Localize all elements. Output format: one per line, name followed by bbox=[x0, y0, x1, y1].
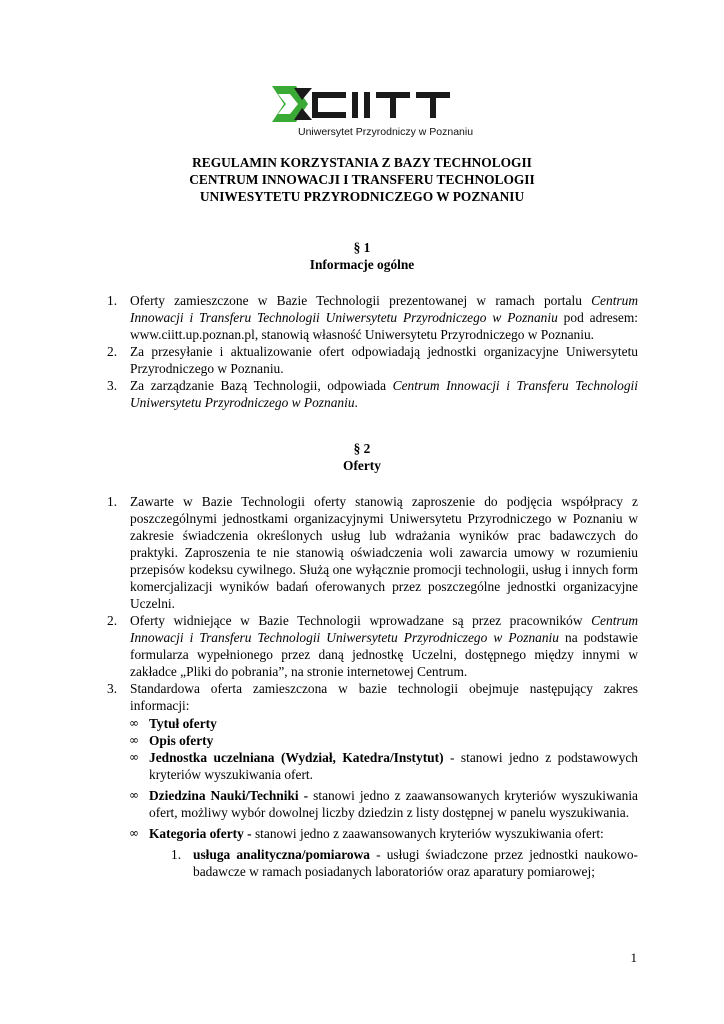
bullet-item bbox=[129, 825, 638, 842]
list-item bbox=[107, 612, 638, 680]
item-number: 1. bbox=[107, 293, 118, 308]
sub-list-item bbox=[171, 846, 638, 880]
sub-item-text: - usługi świadczone przez jednostki naukowo-badawcze w ramach posiadanych laboratoriów oraz aparatury pomiarowej; bbox=[193, 847, 638, 879]
infinity-bullet-icon: ∞ bbox=[129, 733, 139, 747]
item-text: Za przesyłanie i aktualizowanie ofert odpowiadają jednostki organizacyjne Uniwersytetu Przyrodniczego w Poznaniu. bbox=[130, 344, 638, 376]
item-number: 3. bbox=[107, 681, 118, 696]
section-heading: Informacje ogólne bbox=[309, 256, 415, 272]
item-number: 2. bbox=[107, 344, 118, 359]
section-1-header bbox=[0, 240, 724, 273]
section-2-list bbox=[107, 493, 638, 880]
list-item bbox=[107, 377, 638, 411]
title-line: CENTRUM INNOWACJI I TRANSFERU TECHNOLOGII bbox=[189, 172, 535, 187]
bullet-bold-text: Kategoria oferty - bbox=[149, 826, 252, 841]
bullet-item bbox=[129, 715, 638, 732]
bullet-bold-text: Dziedzina Nauki/Techniki - bbox=[149, 788, 309, 803]
item-text-italic: Centrum Innowacji i Transferu Technologii Uniwersytetu Przyrodniczego w Poznaniu bbox=[130, 293, 638, 325]
item-text-italic: Centrum Innowacji i Transferu Technologii Uniwersytetu Przyrodniczego w Poznaniu bbox=[130, 613, 638, 645]
title-line: UNIWESYTETU PRZYRODNICZEGO W POZNANIU bbox=[199, 189, 525, 204]
sub-item-bold-text: usługa analityczna/pomiarowa bbox=[193, 847, 370, 862]
page-number: 1 bbox=[630, 950, 637, 965]
bullet-bold-text: Jednostka uczelniana (Wydział, Katedra/Instytut) bbox=[149, 750, 444, 765]
list-item bbox=[107, 493, 638, 612]
bullet-item bbox=[129, 787, 638, 821]
item-text-italic: Centrum Innowacji i Transferu Technologii Uniwersytetu Przyrodniczego w Poznaniu bbox=[130, 378, 638, 410]
item-text: . bbox=[354, 395, 358, 410]
section-1-list bbox=[107, 292, 638, 411]
bullet-item bbox=[129, 732, 638, 749]
section-2-header bbox=[0, 441, 724, 474]
bullet-text: - stanowi jedno z podstawowych kryteriów wyszukiwania ofert. bbox=[149, 750, 638, 782]
section-symbol: § 1 bbox=[353, 240, 371, 255]
item-text: Standardowa oferta zamieszczona w bazie technologii obejmuje następujący zakres informacji: bbox=[130, 681, 638, 713]
bullet-bold-text: Opis oferty bbox=[149, 733, 214, 748]
infinity-bullet-icon: ∞ bbox=[129, 750, 139, 764]
bullet-text: stanowi jedno z zaawansowanych kryteriów wyszukiwania ofert, możliwy wybór dowolnej liczby dziedzin z listy dostępnej w panelu wyszukiwania. bbox=[149, 788, 638, 820]
section-heading: Oferty bbox=[343, 457, 381, 473]
item-text: Oferty zamieszczone w Bazie Technologii prezentowanej w ramach portalu bbox=[130, 293, 592, 308]
item-number: 2. bbox=[107, 613, 118, 628]
title-line: REGULAMIN KORZYSTANIA Z BAZY TECHNOLOGII bbox=[192, 155, 532, 170]
list-item bbox=[107, 292, 638, 343]
infinity-bullet-icon: ∞ bbox=[129, 826, 139, 840]
item-number: 1. bbox=[171, 847, 182, 862]
list-item bbox=[107, 343, 638, 377]
item-text: Za zarządzanie Bazą Technologii, odpowiada bbox=[130, 378, 393, 393]
bullet-bold-text: Tytuł oferty bbox=[149, 716, 217, 731]
bullet-text: stanowi jedno z zaawansowanych kryteriów wyszukiwania ofert: bbox=[251, 826, 604, 841]
infinity-bullet-icon: ∞ bbox=[129, 716, 139, 730]
item-text: Zawarte w Bazie Technologii oferty stanowią zaproszenie do podjęcia współpracy z poszczególnymi jednostkami organizacyjnymi Uniwersytetu Przyrodniczego w Poznaniu w zakresie świadczenia określonych usług lub wdrażania wyników prac badawczych do praktyki. Zaproszenia te nie stanowią oświadczenia woli zawarcia umowy w rozumieniu przepisów kodeksu cywilnego. Służą one wyłącznie promocji technologii, usług i innych form komercjalizacji wyników badań oferowanych przez poszczególne jednostki organizacyjne Uczelni. bbox=[130, 494, 638, 611]
logo-subtitle: Uniwersytet Przyrodniczy w Poznaniu bbox=[298, 126, 474, 138]
section-symbol: § 2 bbox=[353, 441, 371, 456]
infinity-bullet-icon: ∞ bbox=[129, 788, 139, 802]
list-item bbox=[107, 680, 638, 714]
item-number: 3. bbox=[107, 378, 118, 393]
item-number: 1. bbox=[107, 494, 118, 509]
document-title bbox=[0, 154, 724, 205]
item-text: Oferty widniejące w Bazie Technologii wprowadzane są przez pracowników bbox=[130, 613, 592, 628]
item-text: pod adresem: www.ciitt.up.poznan.pl, stanowią własność Uniwersytetu Przyrodniczego w Poznaniu. bbox=[130, 310, 638, 342]
item-text: na podstawie formularza wypełnionego przez daną jednostkę Uczelni, dostępnego między innymi w zakładce „Pliki do pobrania”, na stronie internetowej Centrum. bbox=[130, 630, 638, 679]
bullet-item bbox=[129, 749, 638, 783]
